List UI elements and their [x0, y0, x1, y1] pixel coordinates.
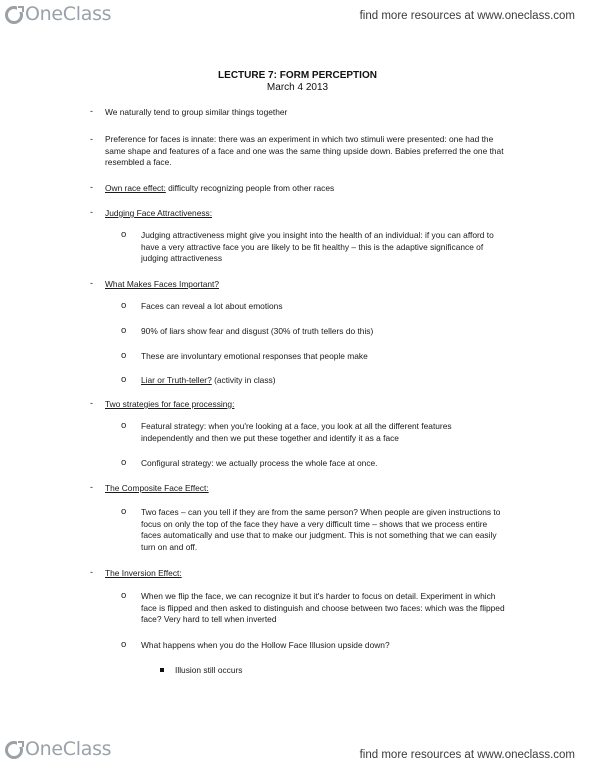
- circle-bullet: o: [121, 229, 127, 240]
- circle-bullet: o: [121, 420, 127, 431]
- circle-bullet: o: [121, 457, 127, 468]
- list-item: When we flip the face, we can recognize it but it's harder to focus on detail. Experiment in which face is flipped and then asked to distinguish and choose between two faces: which was the flipped face? Very hard to tell when inverted: [141, 591, 505, 625]
- list-item: Faces can reveal a lot about emotions: [141, 301, 283, 311]
- oneclass-logo-top[interactable]: [4, 3, 111, 25]
- oneclass-logo-bottom[interactable]: [4, 738, 111, 760]
- list-item: Illusion still occurs: [175, 665, 243, 675]
- list-item: We naturally tend to group similar things together: [105, 107, 288, 117]
- circle-bullet: o: [121, 374, 127, 385]
- section-heading: [105, 568, 505, 580]
- list-item: Featural strategy: when you're looking at a face, you look at all the different features independently and then we put these together and identify it as a face: [141, 421, 452, 443]
- term-heading: What Makes Faces Important?: [105, 279, 220, 289]
- list-item: [141, 375, 506, 387]
- square-bullet-icon: [160, 668, 164, 672]
- term-heading: Own race effect:: [105, 183, 166, 193]
- list-item: [105, 183, 505, 195]
- list-item: These are involuntary emotional responses that people make: [141, 351, 368, 361]
- term-heading: The Inversion Effect:: [105, 568, 182, 578]
- section-heading: [105, 483, 505, 495]
- list-item: What happens when you do the Hollow Face Illusion upside down?: [141, 640, 390, 650]
- brand-name: OneClass: [25, 738, 112, 760]
- circle-bullet: o: [121, 325, 127, 336]
- oneclass-logo-icon: [4, 4, 24, 24]
- circle-bullet: o: [121, 639, 127, 650]
- dash-bullet: -: [90, 182, 93, 192]
- list-item: Configural strategy: we actually process the whole face at once.: [141, 458, 378, 468]
- list-item: Two faces – can you tell if they are from the same person? When people are given instructions to focus on only the top of the face they have a very difficult time – shows that we process entire faces automatically and use that to make our judgment. This is not something that we can easily turn on and off.: [141, 507, 501, 552]
- section-heading: [105, 279, 505, 291]
- circle-bullet: o: [121, 300, 127, 311]
- list-item: 90% of liars show fear and disgust (30% of truth tellers do this): [141, 326, 374, 336]
- list-item: Preference for faces is innate: there was an experiment in which two stimuli were presented: one had the same shape and features of a face and one was the same thing upside down. Babies preferred the one that resembled a face.: [105, 134, 504, 168]
- circle-bullet: o: [121, 590, 127, 601]
- dash-bullet: -: [90, 567, 93, 577]
- header-tagline-link[interactable]: find more resources at www.oneclass.com: [359, 10, 575, 22]
- dash-bullet: -: [90, 207, 93, 217]
- dash-bullet: -: [90, 134, 93, 144]
- oneclass-logo-icon: [4, 739, 24, 759]
- lecture-title: LECTURE 7: FORM PERCEPTION: [218, 70, 377, 81]
- circle-bullet: o: [121, 506, 127, 517]
- section-heading: [105, 399, 505, 411]
- dash-bullet: -: [90, 398, 93, 408]
- term-heading: The Composite Face Effect:: [105, 483, 209, 493]
- dash-bullet: -: [90, 106, 93, 116]
- footer-tagline-link[interactable]: find more resources at www.oneclass.com: [359, 749, 575, 761]
- lecture-date: March 4 2013: [266, 82, 329, 93]
- circle-bullet: o: [121, 350, 127, 361]
- term-heading: Judging Face Attractiveness:: [105, 208, 213, 218]
- term-description: (activity in class): [211, 375, 276, 385]
- term-heading: Two strategies for face processing:: [105, 399, 235, 409]
- activity-link[interactable]: Liar or Truth-teller?: [141, 375, 212, 385]
- dash-bullet: -: [90, 482, 93, 492]
- brand-name: OneClass: [25, 3, 112, 25]
- term-description: difficulty recognizing people from other races: [165, 183, 335, 193]
- section-heading: [105, 208, 505, 220]
- dash-bullet: -: [90, 278, 93, 288]
- list-item: Judging attractiveness might give you insight into the health of an individual: if you can afford to have a very attractive face you are likely to be fit healthy – this is the adaptive significance of judging attractiveness: [141, 230, 494, 264]
